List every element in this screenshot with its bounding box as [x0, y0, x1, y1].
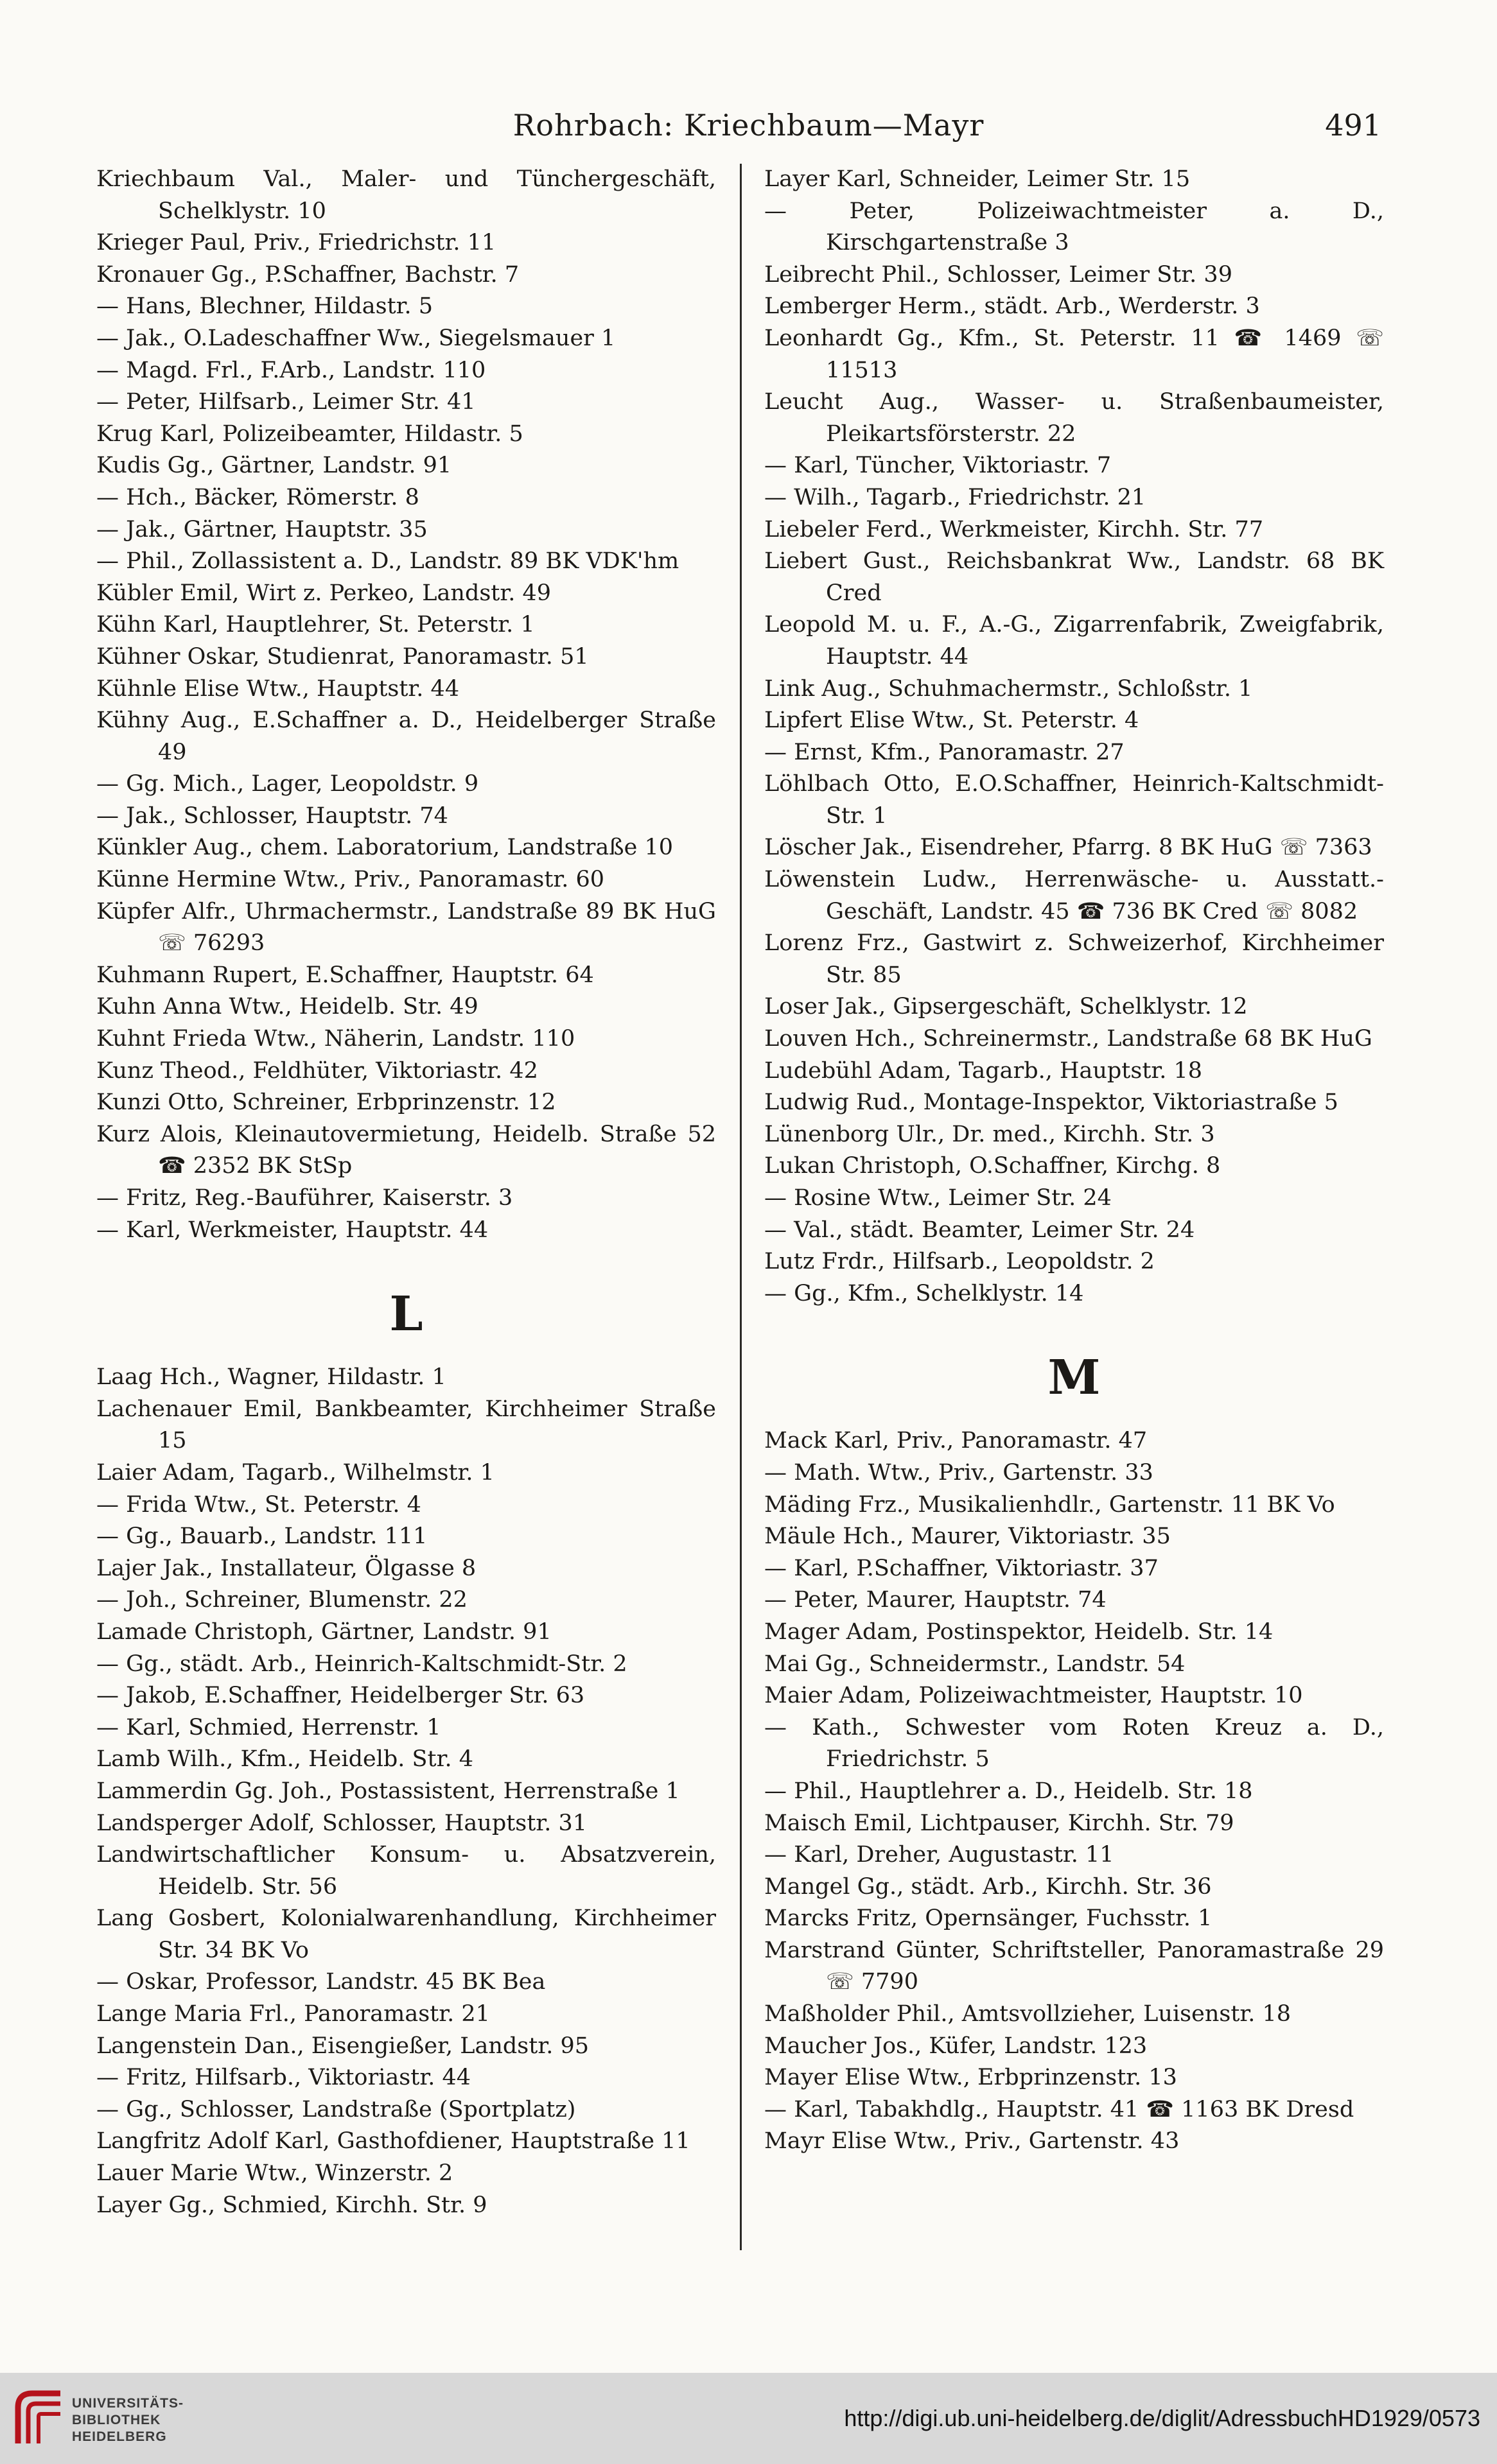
entry-list-l-continued — [764, 164, 1384, 1310]
directory-entry: Kunzi Otto, Schreiner, Erbprinzenstr. 12 — [96, 1089, 556, 1116]
directory-entry: — Karl, Schmied, Herrenstr. 1 — [96, 1714, 441, 1740]
directory-entry: Landsperger Adolf, Schlosser, Hauptstr. 31 — [96, 1810, 588, 1836]
directory-entry: Lajer Jak., Installateur, Ölgasse 8 — [96, 1555, 477, 1581]
source-url-link[interactable]: http://digi.ub.uni-heidelberg.de/diglit/AdressbuchHD1929/0573 — [844, 2405, 1480, 2431]
directory-entry: — Gg., Schlosser, Landstraße (Sportplatz) — [96, 2096, 576, 2122]
directory-entry: Layer Karl, Schneider, Leimer Str. 15 — [764, 166, 1191, 192]
directory-entry: Lang Gosbert, Kolonialwarenhandlung, Kirchheimer Str. 34 BK Vo — [96, 1905, 716, 1963]
directory-entry: Leonhardt Gg., Kfm., St. Peterstr. 11 ☎ 1469 ☏ 11513 — [764, 325, 1384, 383]
directory-entry: — Kath., Schwester vom Roten Kreuz a. D., Friedrichstr. 5 — [764, 1714, 1384, 1773]
directory-entry: — Jak., Schlosser, Hauptstr. 74 — [96, 803, 448, 829]
directory-entry: Loser Jak., Gipsergeschäft, Schelklystr. 12 — [764, 994, 1248, 1020]
directory-entry: Kühnle Elise Wtw., Hauptstr. 44 — [96, 675, 460, 702]
directory-entry: Mangel Gg., städt. Arb., Kirchh. Str. 36 — [764, 1873, 1212, 1900]
directory-entry: Louven Hch., Schreinermstr., Landstraße 68 BK HuG — [764, 1026, 1372, 1052]
directory-entry: — Karl, Dreher, Augustastr. 11 — [764, 1842, 1114, 1868]
directory-entry: Lauer Marie Wtw., Winzerstr. 2 — [96, 2160, 453, 2187]
directory-entry: Langfritz Adolf Karl, Gasthofdiener, Hauptstraße 11 — [96, 2128, 690, 2155]
directory-entry: Maucher Jos., Küfer, Landstr. 123 — [764, 2033, 1148, 2059]
directory-entry: Kühny Aug., E.Schaffner a. D., Heidelberger Straße 49 — [96, 707, 716, 765]
directory-entry: — Karl, Tüncher, Viktoriastr. 7 — [764, 453, 1112, 479]
directory-entry: Lünenborg Ulr., Dr. med., Kirchh. Str. 3 — [764, 1121, 1215, 1147]
directory-entry: Leopold M. u. F., A.-G., Zigarrenfabrik, Zweigfabrik, Hauptstr. 44 — [764, 612, 1384, 670]
section-letter-l: L — [389, 1287, 423, 1342]
directory-entry: Löwenstein Ludw., Herrenwäsche- u. Ausstatt.-Geschäft, Landstr. 45 ☎ 736 BK Cred ☏ 8082 — [764, 867, 1384, 924]
directory-entry: Kunz Theod., Feldhüter, Viktoriastr. 42 — [96, 1057, 538, 1084]
entry-list-k — [96, 164, 716, 1246]
directory-entry: Ludwig Rud., Montage-Inspektor, Viktoriastraße 5 — [764, 1089, 1338, 1116]
directory-entry: Laag Hch., Wagner, Hildastr. 1 — [96, 1364, 446, 1391]
directory-entry: — Hans, Blechner, Hildastr. 5 — [96, 293, 433, 320]
directory-entry: — Karl, P.Schaffner, Viktoriastr. 37 — [764, 1555, 1159, 1581]
directory-entry: — Rosine Wtw., Leimer Str. 24 — [764, 1185, 1112, 1211]
directory-entry: — Peter, Polizeiwachtmeister a. D., Kirschgartenstraße 3 — [764, 198, 1384, 256]
directory-entry: Kuhnt Frieda Wtw., Näherin, Landstr. 110 — [96, 1026, 575, 1052]
directory-entry: Liebert Gust., Reichsbankrat Ww., Landstr. 68 BK Cred — [764, 548, 1384, 606]
directory-entry: Krug Karl, Polizeibeamter, Hildastr. 5 — [96, 421, 523, 447]
directory-entry: — Peter, Hilfsarb., Leimer Str. 41 — [96, 389, 476, 415]
directory-entry: Laier Adam, Tagarb., Wilhelmstr. 1 — [96, 1459, 495, 1486]
directory-entry: — Math. Wtw., Priv., Gartenstr. 33 — [764, 1459, 1153, 1486]
directory-entry: Mack Karl, Priv., Panoramastr. 47 — [764, 1428, 1148, 1454]
directory-entry: Lutz Frdr., Hilfsarb., Leopoldstr. 2 — [764, 1249, 1155, 1275]
directory-entry: — Ernst, Kfm., Panoramastr. 27 — [764, 739, 1125, 765]
directory-entry: Kronauer Gg., P.Schaffner, Bachstr. 7 — [96, 261, 520, 288]
directory-entry: Lachenauer Emil, Bankbeamter, Kirchheimer Straße 15 — [96, 1396, 716, 1454]
page-header-title: Rohrbach: Kriechbaum—Mayr — [512, 108, 985, 143]
directory-entry: Lammerdin Gg. Joh., Postassistent, Herrenstraße 1 — [96, 1778, 680, 1804]
directory-entry: Lamade Christoph, Gärtner, Landstr. 91 — [96, 1618, 552, 1645]
directory-entry: Mai Gg., Schneidermstr., Landstr. 54 — [764, 1651, 1186, 1677]
footer-bar — [0, 2373, 1497, 2464]
directory-entry: — Peter, Maurer, Hauptstr. 74 — [764, 1587, 1107, 1613]
entry-list-m — [764, 1425, 1384, 2158]
directory-entry: Marstrand Günter, Schriftsteller, Panoramastraße 29 ☏ 7790 — [764, 1937, 1384, 1995]
directory-entry: Kühner Oskar, Studienrat, Panoramastr. 51 — [96, 643, 589, 670]
left-column — [96, 164, 716, 2221]
directory-entry: Ludebühl Adam, Tagarb., Hauptstr. 18 — [764, 1057, 1203, 1084]
directory-entry: Künkler Aug., chem. Laboratorium, Landstraße 10 — [96, 835, 673, 861]
directory-entry: Krieger Paul, Priv., Friedrichstr. 11 — [96, 230, 496, 256]
library-logo[interactable] — [13, 2384, 184, 2455]
directory-entry: Kurz Alois, Kleinautovermietung, Heidelb. Straße 52 ☎ 2352 BK StSp — [96, 1121, 716, 1179]
directory-entry: Landwirtschaftlicher Konsum- u. Absatzverein, Heidelb. Str. 56 — [96, 1842, 716, 1900]
directory-entry: Marcks Fritz, Opernsänger, Fuchsstr. 1 — [764, 1905, 1212, 1932]
directory-entry: Mayr Elise Wtw., Priv., Gartenstr. 43 — [764, 2128, 1180, 2155]
directory-entry: Lamb Wilh., Kfm., Heidelb. Str. 4 — [96, 1746, 474, 1773]
directory-entry: Leucht Aug., Wasser- u. Straßenbaumeister, Pleikartsförsterstr. 22 — [764, 389, 1384, 447]
directory-entry: — Jak., O.Ladeschaffner Ww., Siegelsmauer 1 — [96, 325, 616, 351]
entry-list-l — [96, 1362, 716, 2221]
directory-entry: — Frida Wtw., St. Peterstr. 4 — [96, 1491, 421, 1518]
directory-entry: — Gg., städt. Arb., Heinrich-Kaltschmidt-Str. 2 — [96, 1651, 627, 1677]
directory-entry: Liebeler Ferd., Werkmeister, Kirchh. Str. 77 — [764, 516, 1264, 542]
directory-entry: Lange Maria Frl., Panoramastr. 21 — [96, 2001, 490, 2027]
section-letter-m: M — [1047, 1350, 1101, 1406]
directory-entry: — Gg. Mich., Lager, Leopoldstr. 9 — [96, 771, 479, 797]
column-divider — [740, 164, 742, 2250]
directory-entry: Kuhn Anna Wtw., Heidelb. Str. 49 — [96, 994, 478, 1020]
directory-entry: Mäule Hch., Maurer, Viktoriastr. 35 — [764, 1523, 1171, 1550]
directory-entry: — Magd. Frl., F.Arb., Landstr. 110 — [96, 357, 486, 383]
directory-entry: Maier Adam, Polizeiwachtmeister, Hauptstr. 10 — [764, 1683, 1303, 1709]
right-column — [764, 164, 1384, 2158]
directory-entry: — Gg., Bauarb., Landstr. 111 — [96, 1523, 428, 1550]
directory-entry: Kühn Karl, Hauptlehrer, St. Peterstr. 1 — [96, 612, 535, 638]
directory-entry: Lukan Christoph, O.Schaffner, Kirchg. 8 — [764, 1153, 1221, 1179]
directory-entry: Kriechbaum Val., Maler- und Tünchergeschäft, Schelklystr. 10 — [96, 166, 716, 224]
directory-entry: — Jakob, E.Schaffner, Heidelberger Str. 63 — [96, 1683, 585, 1709]
directory-entry: — Karl, Tabakhdlg., Hauptstr. 41 ☎ 1163 BK Dresd — [764, 2096, 1354, 2122]
logo-text-line-1: UNIVERSITÄTS- — [72, 2396, 184, 2411]
directory-entry: — Val., städt. Beamter, Leimer Str. 24 — [764, 1217, 1195, 1243]
page-number: 491 — [1325, 108, 1381, 143]
directory-entry: Maßholder Phil., Amtsvollzieher, Luisenstr. 18 — [764, 2001, 1291, 2027]
directory-entry: — Gg., Kfm., Schelklystr. 14 — [764, 1280, 1084, 1306]
directory-entry: Link Aug., Schuhmachermstr., Schloßstr. 1 — [764, 675, 1253, 702]
directory-entry: Kuhmann Rupert, E.Schaffner, Hauptstr. 64 — [96, 962, 594, 988]
directory-entry: Langenstein Dan., Eisengießer, Landstr. 95 — [96, 2033, 590, 2059]
directory-entry: Leibrecht Phil., Schlosser, Leimer Str. 39 — [764, 261, 1232, 288]
directory-entry: Mayer Elise Wtw., Erbprinzenstr. 13 — [764, 2065, 1177, 2091]
directory-entry: Lemberger Herm., städt. Arb., Werderstr. 3 — [764, 293, 1260, 320]
directory-entry: — Hch., Bäcker, Römerstr. 8 — [96, 484, 419, 510]
library-logo-icon — [13, 2388, 66, 2446]
logo-text-line-3: HEIDELBERG — [72, 2429, 167, 2444]
directory-entry: Lipfert Elise Wtw., St. Peterstr. 4 — [764, 707, 1139, 734]
directory-entry: Kudis Gg., Gärtner, Landstr. 91 — [96, 453, 452, 479]
directory-entry: Mäding Frz., Musikalienhdlr., Gartenstr. 11 BK Vo — [764, 1491, 1335, 1518]
directory-entry: — Jak., Gärtner, Hauptstr. 35 — [96, 516, 428, 542]
directory-entry: — Phil., Hauptlehrer a. D., Heidelb. Str. 18 — [764, 1778, 1253, 1804]
directory-entry: Maisch Emil, Lichtpauser, Kirchh. Str. 79 — [764, 1810, 1234, 1836]
directory-entry: Layer Gg., Schmied, Kirchh. Str. 9 — [96, 2192, 487, 2218]
directory-entry: Künne Hermine Wtw., Priv., Panoramastr. 60 — [96, 867, 605, 893]
directory-entry: Lorenz Frz., Gastwirt z. Schweizerhof, Kirchheimer Str. 85 — [764, 930, 1384, 988]
directory-entry: Löscher Jak., Eisendreher, Pfarrg. 8 BK HuG ☏ 7363 — [764, 835, 1372, 861]
directory-entry: Löhlbach Otto, E.O.Schaffner, Heinrich-Kaltschmidt-Str. 1 — [764, 771, 1384, 829]
logo-text-line-2: BIBLIOTHEK — [72, 2413, 161, 2427]
directory-entry: — Karl, Werkmeister, Hauptstr. 44 — [96, 1217, 489, 1243]
directory-entry: — Wilh., Tagarb., Friedrichstr. 21 — [764, 484, 1146, 510]
directory-entry: Mager Adam, Postinspektor, Heidelb. Str. 14 — [764, 1618, 1274, 1645]
directory-entry: Küpfer Alfr., Uhrmachermstr., Landstraße 89 BK HuG ☏ 76293 — [96, 898, 716, 957]
directory-entry: — Oskar, Professor, Landstr. 45 BK Bea — [96, 1969, 546, 1995]
directory-entry: — Fritz, Reg.-Bauführer, Kaiserstr. 3 — [96, 1185, 513, 1211]
directory-entry: Kübler Emil, Wirt z. Perkeo, Landstr. 49 — [96, 580, 552, 606]
directory-entry: — Fritz, Hilfsarb., Viktoriastr. 44 — [96, 2065, 471, 2091]
directory-entry: — Phil., Zollassistent a. D., Landstr. 89 BK VDK'hm — [96, 548, 679, 575]
directory-entry: — Joh., Schreiner, Blumenstr. 22 — [96, 1587, 468, 1613]
